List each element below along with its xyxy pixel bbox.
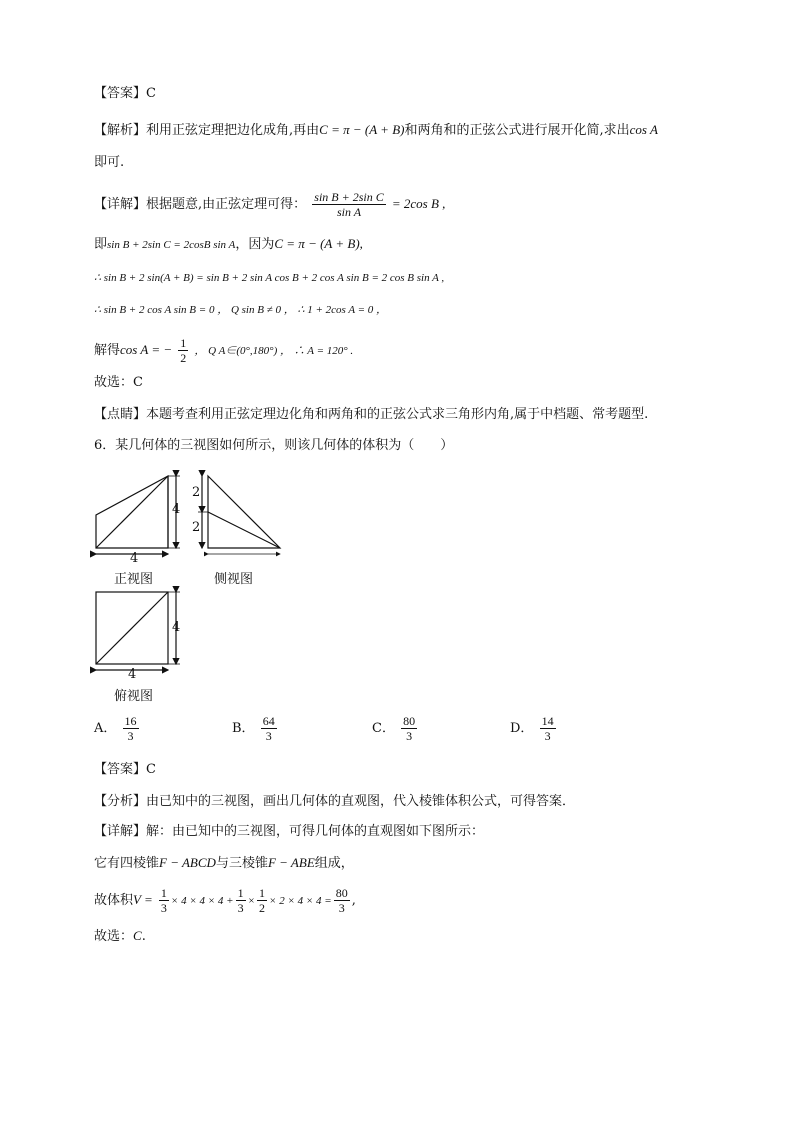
q6-line2 (94, 853, 354, 874)
line5-fraction (178, 336, 188, 365)
volume-fraction-3 (257, 886, 267, 915)
analysis-tag: 【解析】 (94, 123, 147, 138)
answer-tag: 【答案】 (94, 86, 147, 101)
volume-comma: , (351, 893, 356, 908)
fraction-denominator: 3 (160, 901, 167, 915)
top-diagonal (96, 592, 168, 664)
front-view-caption: 正视图 (114, 572, 154, 587)
volume-fraction-2 (236, 886, 246, 915)
line3-equation: ∴ sin B + 2 sin(A + B) = sin B + 2 sin A cos B + 2 cos A sin B = 2 cos B sin A , (94, 272, 445, 284)
choose-text: 故选：C (94, 375, 143, 390)
line5-prefix: 解得 (94, 343, 121, 358)
side-height-label-bottom: 2 (192, 520, 201, 535)
q5-choose (94, 373, 143, 393)
fraction-numerator: 16 (124, 714, 137, 728)
line2-text-c: 组成， (314, 856, 354, 871)
detail-rhs: = 2cos B , (391, 196, 446, 211)
fraction-denominator: 3 (338, 901, 345, 915)
q6-answer-line (94, 760, 156, 780)
line2-because: ，因为 (235, 237, 275, 252)
side-view-caption: 侧视图 (214, 572, 254, 587)
top-view-caption: 俯视图 (114, 689, 154, 704)
line2-pyramid1: F − ABCD (159, 855, 216, 870)
q6-stem (94, 436, 453, 456)
front-height-label: 4 (172, 502, 181, 517)
choose-letter: C (133, 928, 142, 943)
fraction-denominator: 3 (127, 729, 134, 743)
option-fraction (540, 714, 556, 743)
fraction-denominator: sin A (336, 205, 362, 219)
fraction-denominator: 3 (406, 729, 413, 743)
fraction-numerator: 80 (335, 886, 348, 900)
fraction-numerator: sin B + 2sin C (314, 190, 384, 204)
option-b[interactable] (232, 714, 279, 743)
q5-line5 (94, 336, 353, 365)
analysis-formula: C = π − (A + B) (319, 122, 405, 137)
q5-line2 (94, 234, 363, 255)
choose-period: . (141, 929, 146, 944)
q5-line3 (94, 268, 444, 288)
option-letter: D． (510, 721, 534, 736)
analysis-cosA: cos A (629, 122, 658, 137)
front-width-label: 4 (130, 551, 139, 566)
line2-pyramid2: F − ABE (267, 855, 315, 870)
volume-term-1: × 4 × 4 × 4 + (170, 895, 234, 907)
fraction-denominator: 2 (259, 901, 266, 915)
comment-tag: 【点睛】 (94, 407, 147, 422)
line2-equation: sin B + 2sin C = 2cosB sin A (107, 239, 236, 251)
analysis-text: 由已知中的三视图，画出几何体的直观图，代入棱锥体积公式，可得答案． (146, 794, 576, 809)
top-height-label: 4 (172, 620, 181, 635)
option-d[interactable] (510, 714, 558, 743)
analysis-text-b: 和两角和的正弦公式进行展开化简,求出 (404, 123, 630, 138)
volume-term-2: × 2 × 4 × 4 = (269, 895, 332, 907)
comment-text: 本题考查利用正弦定理边化角和两角和的正弦公式求三角形内角,属于中档题、常考题型. (146, 407, 649, 422)
option-a[interactable] (94, 714, 141, 743)
volume-fraction-1 (159, 886, 169, 915)
option-c[interactable] (372, 714, 419, 743)
fraction-numerator: 64 (262, 714, 275, 728)
line2-equation2: C = π − (A + B), (274, 236, 363, 251)
side-height-label-top: 2 (192, 485, 201, 500)
detail-tag: 【详解】 (94, 824, 147, 839)
option-fraction (401, 714, 417, 743)
option-letter: B． (232, 721, 255, 736)
q5-detail-line (94, 190, 445, 219)
detail-fraction (312, 190, 385, 219)
volume-v: V = (133, 892, 153, 907)
fraction-numerator: 1 (237, 886, 244, 900)
answer-tag: 【答案】 (94, 762, 147, 777)
option-letter: C． (372, 721, 395, 736)
detail-text: 解：由已知中的三视图，可得几何体的直观图如下图所示： (146, 824, 485, 839)
q6-detail-line (94, 822, 484, 842)
detail-tag: 【详解】 (94, 197, 147, 212)
q6-choose (94, 926, 146, 947)
volume-prefix: 故体积 (94, 893, 134, 908)
answer-value: C (146, 86, 156, 101)
option-fraction (261, 714, 277, 743)
top-width-label: 4 (128, 667, 137, 682)
answer-value: C (146, 762, 156, 777)
line2-text-b: 与三棱锥 (215, 856, 268, 871)
fraction-denominator: 3 (544, 729, 551, 743)
fraction-numerator: 80 (403, 714, 416, 728)
front-view-figure (88, 468, 192, 568)
fraction-numerator: 14 (541, 714, 554, 728)
option-letter: A． (94, 721, 117, 736)
detail-text: 根据题意,由正弦定理可得： (146, 197, 307, 212)
q5-line4 (94, 300, 387, 320)
q6-volume-line (94, 886, 356, 915)
line5-cos: cos A = − (120, 342, 173, 357)
fraction-numerator: 1 (160, 886, 167, 900)
analysis-text-d: 即可. (94, 155, 125, 170)
fraction-denominator: 3 (237, 901, 244, 915)
q5-analysis-line2 (94, 153, 124, 173)
line2-prefix: 即 (94, 237, 108, 252)
choose-prefix: 故选： (94, 929, 134, 944)
fraction-numerator: 1 (180, 336, 187, 350)
analysis-tag: 【分析】 (94, 794, 147, 809)
line2-text-a: 它有四棱锥 (94, 856, 160, 871)
front-diagonal (96, 476, 168, 548)
option-fraction (123, 714, 139, 743)
question-stem: 6．某几何体的三视图如何所示，则该几何体的体积为（ ） (94, 438, 454, 453)
q5-comment-line (94, 405, 648, 425)
volume-times: × (247, 895, 256, 907)
fraction-numerator: 1 (259, 886, 266, 900)
analysis-text-a: 利用正弦定理把边化成角,再由 (146, 123, 320, 138)
q5-answer-line (94, 84, 156, 104)
fraction-denominator: 3 (265, 729, 272, 743)
side-inner-line (208, 512, 280, 548)
q6-analysis-line (94, 792, 575, 812)
q5-analysis-line (94, 120, 658, 141)
line5-range: ， Q A∈(0°,180°) ， ∴ A = 120° . (194, 345, 354, 357)
side-view-figure (188, 468, 292, 558)
volume-fraction-result (334, 886, 350, 915)
line4-equation: ∴ sin B + 2 cos A sin B = 0 ， Q sin B ≠ 0 ， ∴ 1 + 2cos A = 0 ， (94, 304, 388, 316)
fraction-denominator: 2 (180, 351, 187, 365)
